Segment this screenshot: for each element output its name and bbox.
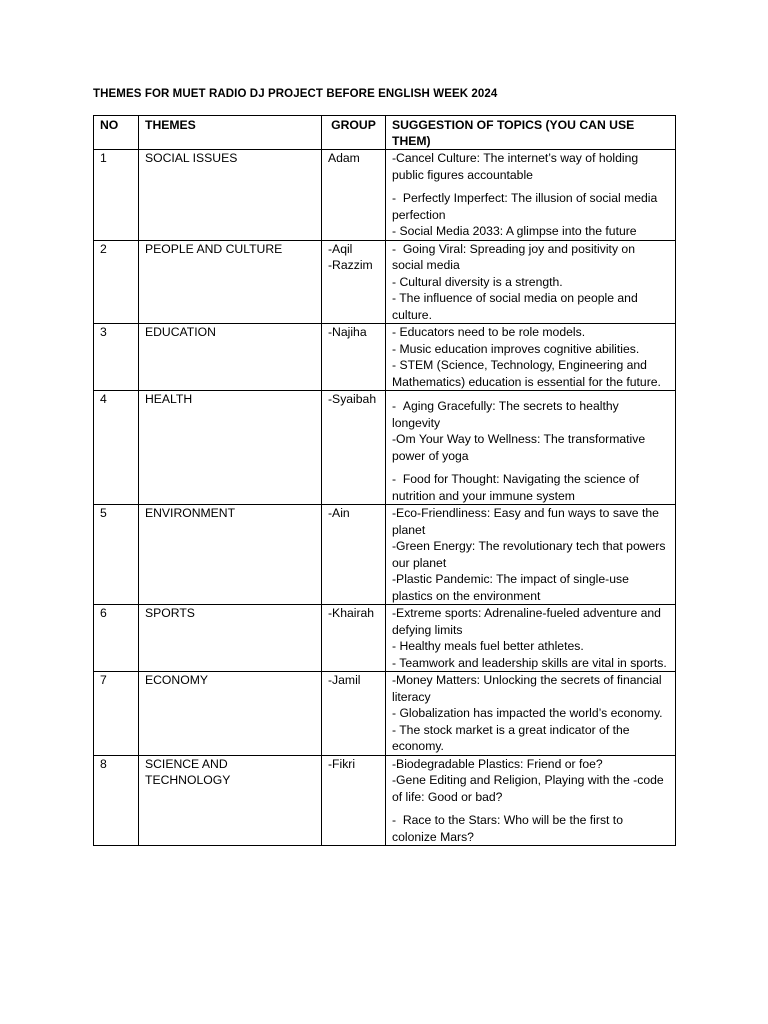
header-themes: THEMES	[139, 116, 322, 150]
topic-suggestion: - Social Media 2033: A glimpse into the future	[392, 224, 637, 238]
row-group	[322, 391, 386, 505]
group-member: -Fikri	[328, 756, 356, 771]
row-number: 3	[94, 324, 139, 391]
row-suggestions	[386, 150, 676, 241]
topic-suggestion: - The stock market is a great indicator of the economy.	[392, 722, 630, 753]
table-row	[94, 672, 676, 756]
row-theme: EDUCATION	[139, 324, 322, 391]
row-suggestions	[386, 605, 676, 672]
topic-suggestion: -Gene Editing and Religion, Playing with the -code of life: Good or bad?	[392, 773, 664, 804]
table-header	[94, 116, 676, 150]
header-row	[94, 116, 676, 150]
topic-suggestion: -Extreme sports: Adrenaline-fueled adventure and defying limits	[392, 606, 661, 637]
row-group	[322, 672, 386, 756]
topic-suggestion: - Cultural diversity is a strength.	[392, 274, 563, 289]
row-theme: SOCIAL ISSUES	[139, 150, 322, 241]
header-no: NO	[94, 116, 139, 150]
group-member: Adam	[328, 151, 360, 165]
topic-suggestion: -Biodegradable Plastics: Friend or foe?	[392, 756, 603, 771]
row-theme: HEALTH	[139, 391, 322, 505]
topic-suggestion: - Food for Thought: Navigating the science of nutrition and your immune system	[392, 472, 640, 503]
group-member: -Razzim	[328, 258, 373, 272]
topic-suggestion: - Globalization has impacted the world’s economy.	[392, 706, 663, 720]
row-group	[322, 605, 386, 672]
row-number: 7	[94, 672, 139, 756]
row-theme: PEOPLE AND CULTURE	[139, 240, 322, 324]
topic-suggestion: - STEM (Science, Technology, Engineering and Mathematics) education is essential for the future.	[392, 358, 661, 389]
group-member: -Najiha	[328, 325, 367, 339]
topic-suggestion: - Race to the Stars: Who will be the first to colonize Mars?	[392, 813, 623, 844]
themes-table	[93, 115, 676, 846]
row-theme: SPORTS	[139, 605, 322, 672]
row-theme: ENVIRONMENT	[139, 505, 322, 605]
topic-suggestion: - Educators need to be role models.	[392, 325, 586, 339]
row-group	[322, 324, 386, 391]
topic-suggestion: - Going Viral: Spreading joy and positivity on social media	[392, 241, 635, 272]
document-title: THEMES FOR MUET RADIO DJ PROJECT BEFORE ENGLISH WEEK 2024	[93, 88, 498, 100]
table-row	[94, 505, 676, 605]
topic-suggestion: -Money Matters: Unlocking the secrets of financial literacy	[392, 673, 662, 704]
topic-suggestion: -Eco-Friendliness: Easy and fun ways to save the planet	[392, 506, 659, 537]
row-suggestions	[386, 391, 676, 505]
topic-suggestion: - The influence of social media on people and culture.	[392, 291, 638, 322]
table-body	[94, 150, 676, 846]
row-group	[322, 505, 386, 605]
topic-suggestion: -Plastic Pandemic: The impact of single-use plastics on the environment	[392, 572, 629, 603]
header-suggestions: SUGGESTION OF TOPICS (YOU CAN USE THEM)	[386, 116, 676, 150]
table-row	[94, 391, 676, 505]
topic-suggestion: -Green Energy: The revolutionary tech that powers our planet	[392, 539, 666, 570]
row-number: 4	[94, 391, 139, 505]
topic-suggestion: - Perfectly Imperfect: The illusion of social media perfection	[392, 191, 658, 222]
row-number: 8	[94, 755, 139, 846]
row-suggestions	[386, 324, 676, 391]
row-number: 6	[94, 605, 139, 672]
table-row	[94, 755, 676, 846]
topic-suggestion: -Om Your Way to Wellness: The transformative power of yoga	[392, 432, 646, 463]
group-member: -Khairah	[328, 606, 375, 620]
group-member: -Jamil	[328, 673, 361, 687]
row-group	[322, 755, 386, 846]
header-group: GROUP	[322, 116, 386, 150]
topic-suggestion: -Cancel Culture: The internet’s way of holding public figures accountable	[392, 151, 639, 182]
row-suggestions	[386, 672, 676, 756]
table-row	[94, 605, 676, 672]
row-suggestions	[386, 240, 676, 324]
group-member: -Ain	[328, 506, 350, 520]
row-theme: SCIENCE AND TECHNOLOGY	[139, 755, 322, 846]
group-member: -Syaibah	[328, 392, 377, 406]
row-number: 2	[94, 240, 139, 324]
row-suggestions	[386, 505, 676, 605]
topic-suggestion: - Teamwork and leadership skills are vital in sports.	[392, 655, 667, 670]
row-number: 5	[94, 505, 139, 605]
row-group	[322, 240, 386, 324]
topic-suggestion: - Music education improves cognitive abilities.	[392, 341, 640, 356]
row-suggestions	[386, 755, 676, 846]
table-row	[94, 324, 676, 391]
row-theme: ECONOMY	[139, 672, 322, 756]
row-number: 1	[94, 150, 139, 241]
table-row	[94, 240, 676, 324]
topic-suggestion: - Aging Gracefully: The secrets to healthy longevity	[392, 399, 619, 430]
group-member: -Aqil	[328, 241, 353, 256]
table-row	[94, 150, 676, 241]
row-group	[322, 150, 386, 241]
topic-suggestion: - Healthy meals fuel better athletes.	[392, 639, 584, 653]
